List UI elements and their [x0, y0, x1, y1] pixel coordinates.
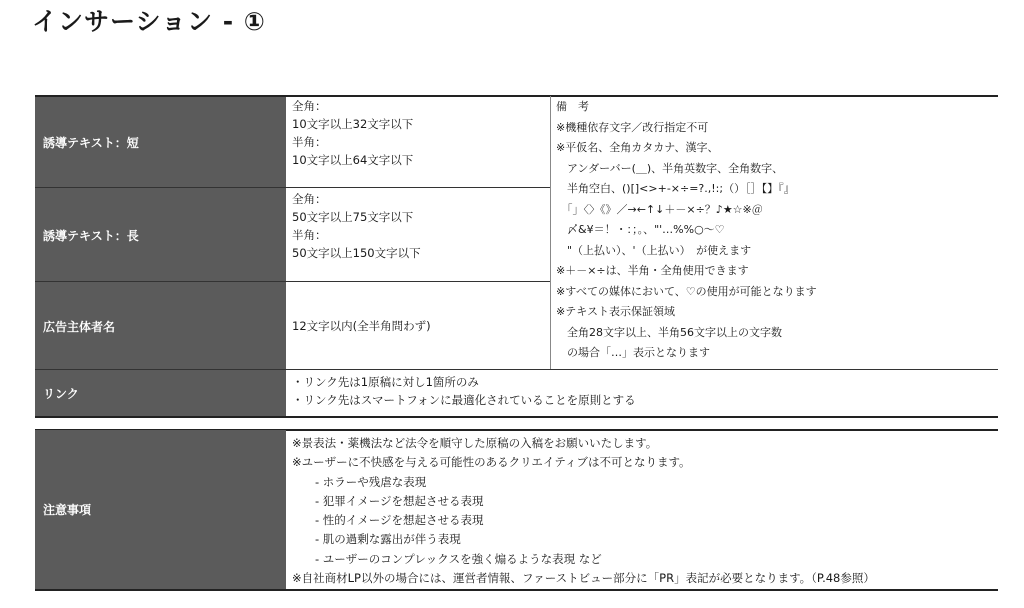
remarks-line: "（上払い）、'（上払い） が使えます: [556, 243, 752, 257]
remarks-line: の場合「…」表示となります: [556, 346, 710, 359]
remarks-line: ※すべての媒体において、♡の使用が可能となります: [556, 284, 817, 298]
row-label-notes: 注意事項: [35, 430, 286, 589]
row-label-long-text: 誘導テキスト：長: [35, 188, 286, 282]
spec-cell-short-text: [292, 97, 413, 169]
remarks-line: 全角28文字以上、半角56文字以上の文字数: [556, 325, 782, 339]
table-bottom-border: [35, 589, 998, 591]
remarks-heading: 備 考: [556, 100, 589, 113]
notes-cell: [292, 434, 875, 588]
notes-line: - ユーザーのコンプレックスを強く煽るような表現 など: [292, 551, 602, 566]
remarks-cell: [556, 97, 817, 364]
spec-line: 10文字以上64文字以下: [292, 153, 414, 167]
column-divider: [550, 96, 551, 369]
spec-line: ・リンク先はスマートフォンに最適化されていることを原則とする: [292, 393, 636, 407]
remarks-line: ※平仮名、全角カタカナ、漢字、: [556, 141, 719, 154]
remarks-line: ※＋－×÷は、半角・全角使用できます: [556, 264, 749, 277]
remarks-line: ※テキスト表示保証領域: [556, 305, 675, 318]
table-bottom-border: [35, 416, 998, 418]
spec-line: 50文字以上75文字以下: [292, 210, 414, 224]
row-label-link: リンク: [35, 370, 286, 417]
remarks-line: 半角空白、()[]<>+-×÷=?.,!:;（）［］【】『』: [556, 182, 795, 195]
spec-line: ・リンク先は1原稿に対し1箇所のみ: [292, 375, 479, 389]
spec-line: 半角：: [292, 228, 327, 242]
notes-line: ※景表法・薬機法など法令を順守した原稿の入稿をお願いいたします。: [292, 436, 658, 450]
spec-line: 10文字以上32文字以下: [292, 117, 414, 131]
remarks-line: アンダーバー(＿)、半角英数字、全角数字、: [556, 161, 784, 175]
remarks-line: ※機種依存文字／改行指定不可: [556, 120, 709, 134]
spec-line: 半角：: [292, 135, 327, 149]
row-label-advertiser-name: 広告主体者名: [35, 282, 286, 370]
remarks-line: 「」〈〉《》／→←↑↓＋－×÷？♪★☆※＠: [556, 202, 763, 216]
spec-line: 50文字以上150文字以下: [292, 246, 421, 260]
spec-line: 12文字以内(全半角問わず): [292, 319, 431, 333]
notes-line: - 性的イメージを想起させる表現: [292, 513, 484, 528]
notes-line: ※自社商材LP以外の場合には、運営者情報、ファーストビュー部分に「PR」表記が必要となります。（P.48参照）: [292, 571, 875, 586]
page-title: インサーション - ①: [32, 7, 266, 36]
remarks-line: 〆&¥＝！・：；。、"'…%%○～♡: [556, 223, 725, 236]
spec-cell-long-text: [292, 190, 421, 262]
table-top-border: [35, 95, 998, 97]
spec-cell-advertiser-name: [292, 282, 431, 370]
notes-line: - ホラーや残虐な表現: [292, 474, 427, 489]
row-divider: [35, 369, 998, 370]
notes-line: ※ユーザーに不快感を与える可能性のあるクリエイティブは不可となります。: [292, 455, 691, 470]
spec-line: 全角：: [292, 99, 327, 113]
spec-line: 全角：: [292, 192, 327, 206]
row-label-short-text: 誘導テキスト：短: [35, 96, 286, 188]
notes-line: - 犯罪イメージを想起させる表現: [292, 493, 484, 508]
row-divider: [35, 187, 551, 188]
spec-cell-link: [292, 373, 636, 409]
notes-line: - 肌の過剰な露出が伴う表現: [292, 532, 461, 547]
